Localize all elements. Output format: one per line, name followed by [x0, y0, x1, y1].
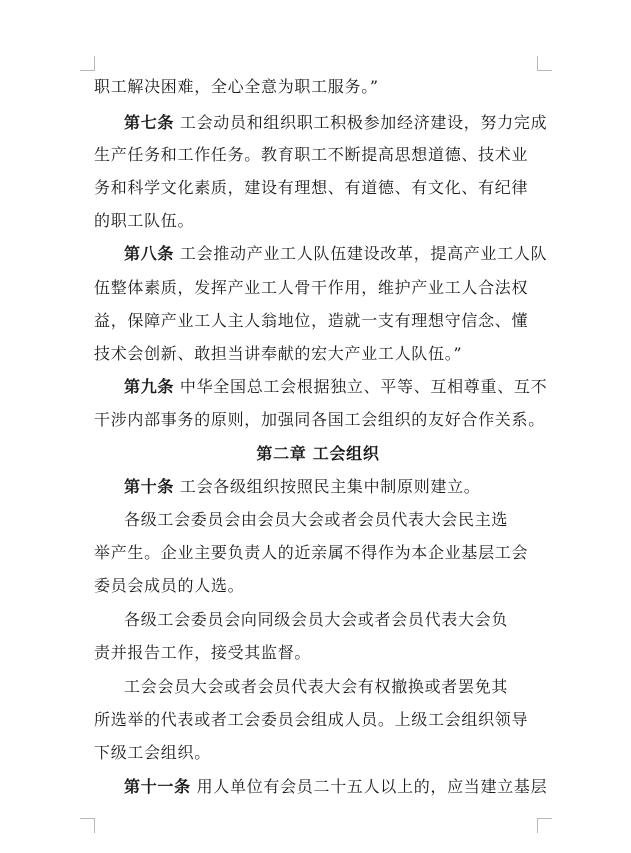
article-7-line: [124, 112, 548, 134]
line-text: 工会会员大会或者会员代表大会有权撤换或者罢免其: [124, 677, 509, 696]
article-10-line: [124, 476, 542, 498]
line-text: 工会各级组织按照民主集中制原则建立。: [174, 477, 481, 496]
text-line: [94, 144, 542, 166]
text-line: [94, 575, 542, 597]
line-text: 益，保障产业工人主人翁地位，造就一支有理想守信念、懂: [94, 311, 529, 330]
text-line: [94, 709, 542, 731]
crop-mark-bottom-left: [80, 818, 95, 833]
crop-mark-bottom-right: [537, 818, 552, 833]
text-line: [124, 509, 542, 531]
line-text: 技术会创新、敢担当讲奉献的宏大产业工人队伍。”: [94, 344, 463, 363]
article-number: 第九条: [124, 377, 175, 396]
heading-text: 第二章 工会组织: [256, 444, 380, 463]
line-text: 所选举的代表或者工会委员会组成人员。上级工会组织领导: [94, 710, 529, 729]
line-text: 各级工会委员会向同级会员大会或者会员代表大会负: [124, 610, 509, 629]
line-text: 中华全国总工会根据独立、平等、互相尊重、互不: [174, 377, 548, 396]
article-number: 第七条: [124, 113, 175, 132]
line-text: 工会推动产业工人队伍建设改革，提高产业工人队: [174, 244, 548, 263]
line-text: 举产生。企业主要负责人的近亲属不得作为本企业基层工会: [94, 543, 529, 562]
text-line: [124, 609, 542, 631]
line-text: 务和科学文化素质，建设有理想、有道德、有文化、有纪律: [94, 178, 529, 197]
line-text: 各级工会委员会由会员大会或者会员代表大会民主选: [124, 510, 509, 529]
chapter-heading: [94, 443, 542, 465]
line-text: 职工解决困难，全心全意为职工服务。”: [94, 77, 379, 96]
text-line: [94, 177, 542, 199]
article-number: 第十一条: [124, 777, 191, 796]
crop-mark-top-right: [537, 56, 552, 71]
article-8-line: [124, 243, 548, 265]
line-text: 用人单位有会员二十五人以上的，应当建立基层: [190, 777, 548, 796]
text-line: [94, 542, 542, 564]
article-11-line: [124, 776, 548, 798]
text-line: [94, 310, 542, 332]
crop-mark-top-left: [80, 56, 95, 71]
article-9-line: [124, 376, 548, 398]
text-line: [94, 409, 545, 431]
line-text: 的职工队伍。: [94, 211, 195, 230]
article-number: 第八条: [124, 244, 175, 263]
line-text: 下级工会组织。: [94, 743, 211, 762]
line-text: 生产任务和工作任务。教育职工不断提高思想道德、技术业: [94, 145, 529, 164]
text-line: [94, 742, 542, 764]
line-text: 干涉内部事务的原则，加强同各国工会组织的友好合作关系。: [94, 410, 545, 429]
line-text: 责并报告工作，接受其监督。: [94, 643, 312, 662]
article-number: 第十条: [124, 477, 175, 496]
text-line: [94, 76, 542, 98]
text-line: [94, 277, 542, 299]
text-line: [94, 343, 542, 365]
line-text: 工会动员和组织职工积极参加经济建设，努力完成: [174, 113, 548, 132]
line-text: 委员会成员的人选。: [94, 576, 245, 595]
text-line: [94, 210, 542, 232]
text-line: [94, 642, 542, 664]
text-line: [124, 676, 542, 698]
line-text: 伍整体素质，发挥产业工人骨干作用，维护产业工人合法权: [94, 278, 529, 297]
